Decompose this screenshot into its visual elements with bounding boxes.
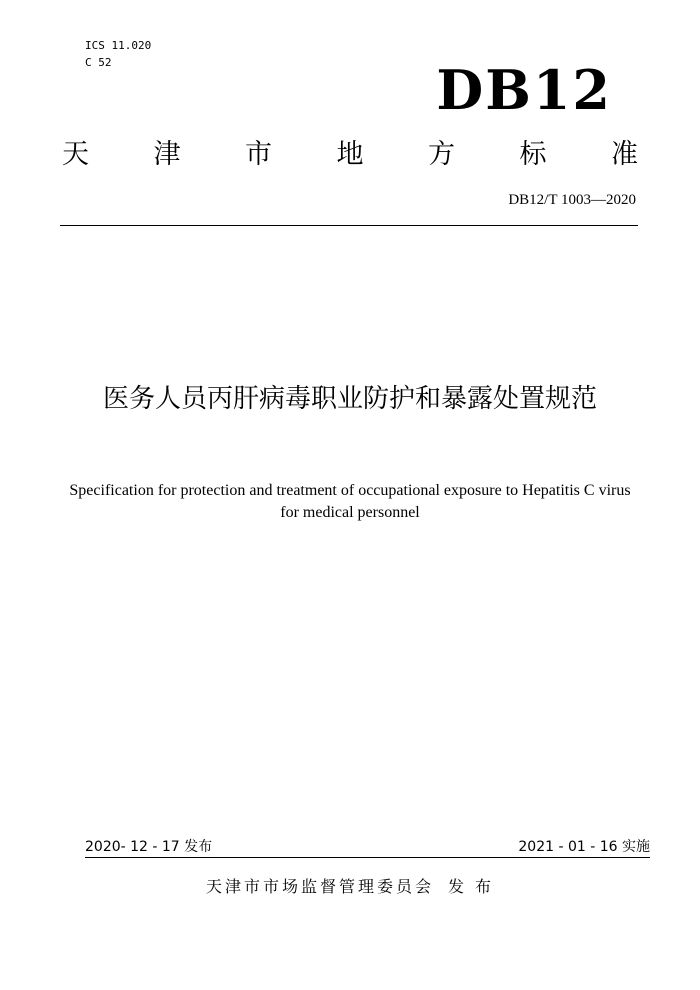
standard-type-char: 地 — [336, 139, 364, 170]
standard-type-char: 天 — [62, 139, 89, 170]
standard-type-char: 方 — [428, 139, 455, 170]
standard-number: DB12/T 1003—2020 — [508, 192, 636, 208]
db12-logo: DB12 — [436, 58, 612, 122]
issuer-name: 天津市市场监督管理委员会 — [205, 877, 434, 896]
standard-type-char: 标 — [519, 139, 547, 170]
implement-date: 2021 - 01 - 16 实施 — [518, 839, 650, 855]
issuing-authority — [0, 876, 700, 898]
ccs-code: C 52 — [85, 56, 112, 69]
issue-word: 发 布 — [447, 877, 495, 896]
ics-code: ICS 11.020 — [85, 39, 152, 52]
standard-type-heading — [62, 138, 638, 172]
standard-type-char: 津 — [153, 139, 181, 170]
standard-type-char: 市 — [245, 139, 272, 170]
chinese-title: 医务人员丙肝病毒职业防护和暴露处置规范 — [102, 384, 597, 414]
header-divider — [60, 225, 638, 226]
english-title: Specification for protection and treatment of occupational exposure to Hepatitis C virus for medical personnel — [69, 482, 631, 521]
publish-date: 2020- 12 - 17 发布 — [85, 839, 213, 855]
standard-type-char: 准 — [611, 139, 638, 170]
footer-divider — [85, 857, 650, 858]
classification-codes — [85, 37, 151, 71]
